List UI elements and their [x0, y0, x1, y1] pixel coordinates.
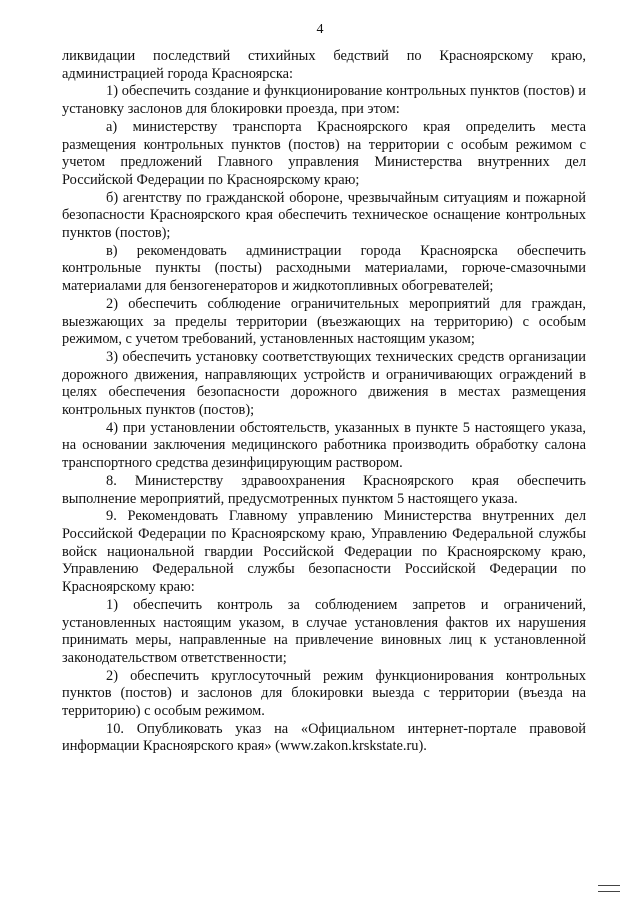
footer-rule	[598, 891, 620, 892]
paragraph-subitem-v: в) рекомендовать администрации города Красноярска обеспечить контрольные пункты (посты) расходными материалами, горюче-смазочными материалами для бензогенераторов и жидкотопливных обогревателей;	[62, 242, 586, 295]
paragraph-item-4: 4) при установлении обстоятельств, указанных в пункте 5 настоящего указа, на основании заключения медицинского работника производить обработку салона транспортного средства дезинфицирующим раствором.	[62, 419, 586, 472]
paragraph-section-10: 10. Опубликовать указ на «Официальном интернет-портале правовой информации Красноярского края» (www.zakon.krskstate.ru).	[62, 720, 586, 755]
footer-rule	[598, 885, 620, 886]
paragraph-subitem-b: б) агентству по гражданской обороне, чрезвычайным ситуациям и пожарной безопасности Красноярского края обеспечить техническое оснащение контрольных пунктов (постов);	[62, 189, 586, 242]
paragraph-section-9: 9. Рекомендовать Главному управлению Министерства внутренних дел Российской Федерации по Красноярскому краю, Управлению Федеральной службы войск национальной гвардии Российской Федерации по Красноярскому краю, Управлению Федеральной службы безопасности Российской Федерации по Красноярскому краю:	[62, 508, 586, 596]
paragraph-section-8: 8. Министерству здравоохранения Красноярского края обеспечить выполнение мероприятий, предусмотренных пунктом 5 настоящего указа.	[62, 472, 586, 507]
paragraph-continuation: ликвидации последствий стихийных бедствий по Красноярскому краю, администрацией города Красноярска:	[62, 48, 586, 82]
paragraph-section-9-item-1: 1) обеспечить контроль за соблюдением запретов и ограничений, установленных настоящим указом, в случае установления фактов их нарушения принимать меры, направленные на привлечение виновных лиц к установленной законодательством ответственности;	[62, 596, 586, 666]
paragraph-subitem-a: а) министерству транспорта Красноярского края определить места размещения контрольных пунктов (постов) на территории с особым режимом с учетом предложений Главного управления Министерства внутренних дел Российской Федерации по Красноярскому краю;	[62, 118, 586, 188]
document-body	[62, 48, 586, 756]
paragraph-item-2: 2) обеспечить соблюдение ограничительных мероприятий для граждан, выезжающих за пределы территории (въезжающих на территорию) с особым режимом, с учетом требований, установленных настоящим указом;	[62, 295, 586, 348]
paragraph-item-3: 3) обеспечить установку соответствующих технических средств организации дорожного движения, направляющих устройств и ограничивающих ограждений в целях обеспечения безопасности дорожного движения в местах размещения контрольных пунктов (постов);	[62, 348, 586, 419]
paragraph-item-1: 1) обеспечить создание и функционирование контрольных пунктов (постов) и установку заслонов для блокировки проезда, при этом:	[62, 83, 586, 118]
paragraph-section-9-item-2: 2) обеспечить круглосуточный режим функционирования контрольных пунктов (постов) и заслонов для блокировки выезда с территории (въезда на территорию) с особым режимом.	[62, 667, 586, 720]
page-number: 4	[316, 22, 324, 37]
